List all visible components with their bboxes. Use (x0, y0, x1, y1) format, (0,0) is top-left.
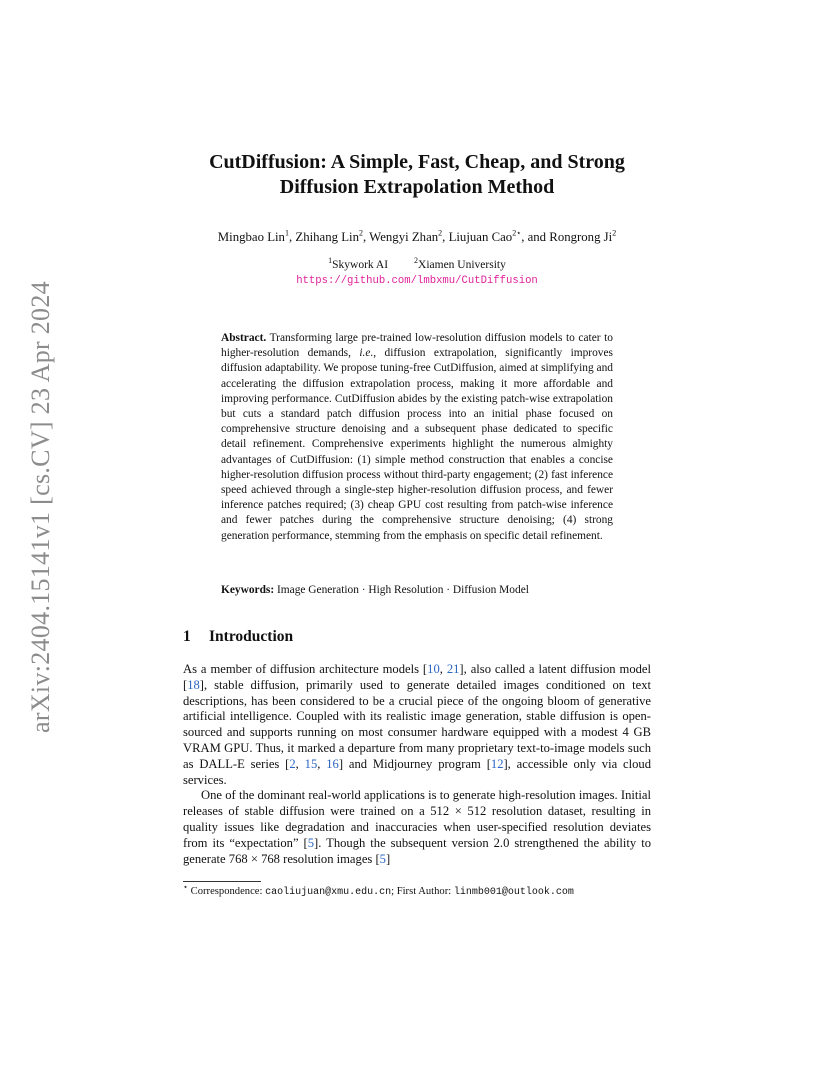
citation-link[interactable]: 10 (427, 662, 440, 676)
author-3: Wengyi Zhan$^2$ (369, 228, 443, 244)
paragraph-2: One of the dominant real-world applications is to generate high-resolution images. Initial releases of stable diffusion were trained on a 512 × 512 resolution dataset, resulting in quality issues like degradation and inaccuracies when user-specified resolution deviates from its “expectation” [5]. Though the subsequent version 2.0 strengthened the ability to generate 768 × 768 resolution images [5] (183, 788, 651, 866)
citation-link[interactable]: 5 (379, 851, 386, 866)
abstract-text-2: , diffusion extrapolation, significantly improves diffusion adaptability. We propose tuning-free CutDiffusion, aimed at simplifying and accelerating the diffusion extrapolation process, making it more affordable and improving performance. CutDiffusion abides by the existing patch-wise extrapolation but cuts a standard patch diffusion process into an initial phase focused on comprehensive structure denoising and a subsequent phase dedicated to specific detail refinement. Comprehensive experiments highlight the numerous almighty advantages of CutDiffusion: (1) simple method construction that enables a concise higher-resolution diffusion process without third-party engagement; (2) fast inference speed achieved through a single-step higher-resolution diffusion process, and fewer inference patches required; (3) cheap GPU cost resulting from patch-wise inference and fewer patches during the comprehensive structure denoising; (4) strong generation performance, stemming from the emphasis on specific detail refinement. (221, 347, 613, 542)
citation-link[interactable]: 12 (490, 756, 504, 771)
section-heading (183, 627, 651, 647)
author-list: Mingbao Lin$^1$, Zhihang Lin$^2$, Wengyi Zhan$^2$, Liujuan Cao$^{2⋆}$, and Rongrong Ji$^2$ (217, 228, 617, 244)
affiliation-2: $^2$Xiamen University (414, 256, 506, 271)
keywords (221, 583, 613, 598)
keywords-label: Keywords: (221, 584, 275, 596)
citation-link[interactable]: 21 (446, 662, 460, 676)
abstract-text-1: Transforming large pre-trained low-resolution diffusion models to cater to higher-resolution demands, (221, 332, 613, 360)
footnote-mark: ⋆ (183, 882, 189, 892)
affiliation-1: $^1$Skywork AI (328, 256, 389, 271)
author-1: Mingbao Lin$^1$ (217, 228, 289, 244)
introduction-body (183, 662, 651, 867)
paragraph-1: As a member of diffusion architecture models [10, 21], also called a latent diffusion model [18], stable diffusion, primarily used to generate detailed images conditioned on text descriptions, has been considered to be a crucial piece of the ongoing bloom of generative artificial intelligence. Coupled with its realistic image generation, stable diffusion is open-sourced and supports running on most consumer hardware equipped with a modest 4 GB VRAM GPU. Thus, it marked a departure from many proprietary text-to-image models such as DALL-E series [2, 15, 16] and Midjourney program [12], accessible only via cloud services. (183, 662, 652, 787)
footnote-label-1: Correspondence: (188, 886, 266, 897)
footnote-rule (183, 881, 261, 882)
title-line-2: Diffusion Extrapolation Method (279, 176, 555, 198)
author-5: Rongrong Ji$^2$ (549, 228, 617, 244)
email-correspondence[interactable]: caoliujuan@xmu.edu.cn (265, 887, 392, 898)
abstract (221, 331, 613, 544)
section-number: 1 (183, 628, 191, 645)
title-line-1: CutDiffusion: A Simple, Fast, Cheap, and Strong (209, 151, 625, 173)
author-4: Liujuan Cao$^{2⋆}$ (448, 228, 522, 244)
citation-link[interactable]: 2 (289, 756, 296, 771)
footnote (183, 882, 651, 900)
citation-link[interactable]: 15 (304, 756, 318, 771)
paper-title (183, 150, 651, 200)
abstract-ie: i.e. (359, 347, 374, 360)
footnote-label-2: ; First Author: (391, 886, 454, 897)
arxiv-identifier-stamp: arXiv:2404.15141v1 [cs.CV] 23 Apr 2024 (26, 281, 55, 733)
keywords-text: Image Generation · High Resolution · Diffusion Model (274, 584, 529, 596)
email-first-author[interactable]: linmb001@outlook.com (453, 887, 574, 898)
citation-link[interactable]: 18 (187, 677, 200, 692)
citation-link[interactable]: 16 (326, 756, 339, 771)
affiliations (183, 257, 651, 273)
section-title: Introduction (209, 628, 294, 645)
author-2: Zhihang Lin$^2$ (295, 228, 363, 244)
abstract-label: Abstract. (221, 332, 267, 344)
citation-link[interactable]: 5 (307, 835, 315, 850)
repository-link[interactable]: https://github.com/lmbxmu/CutDiffusion (296, 275, 538, 287)
